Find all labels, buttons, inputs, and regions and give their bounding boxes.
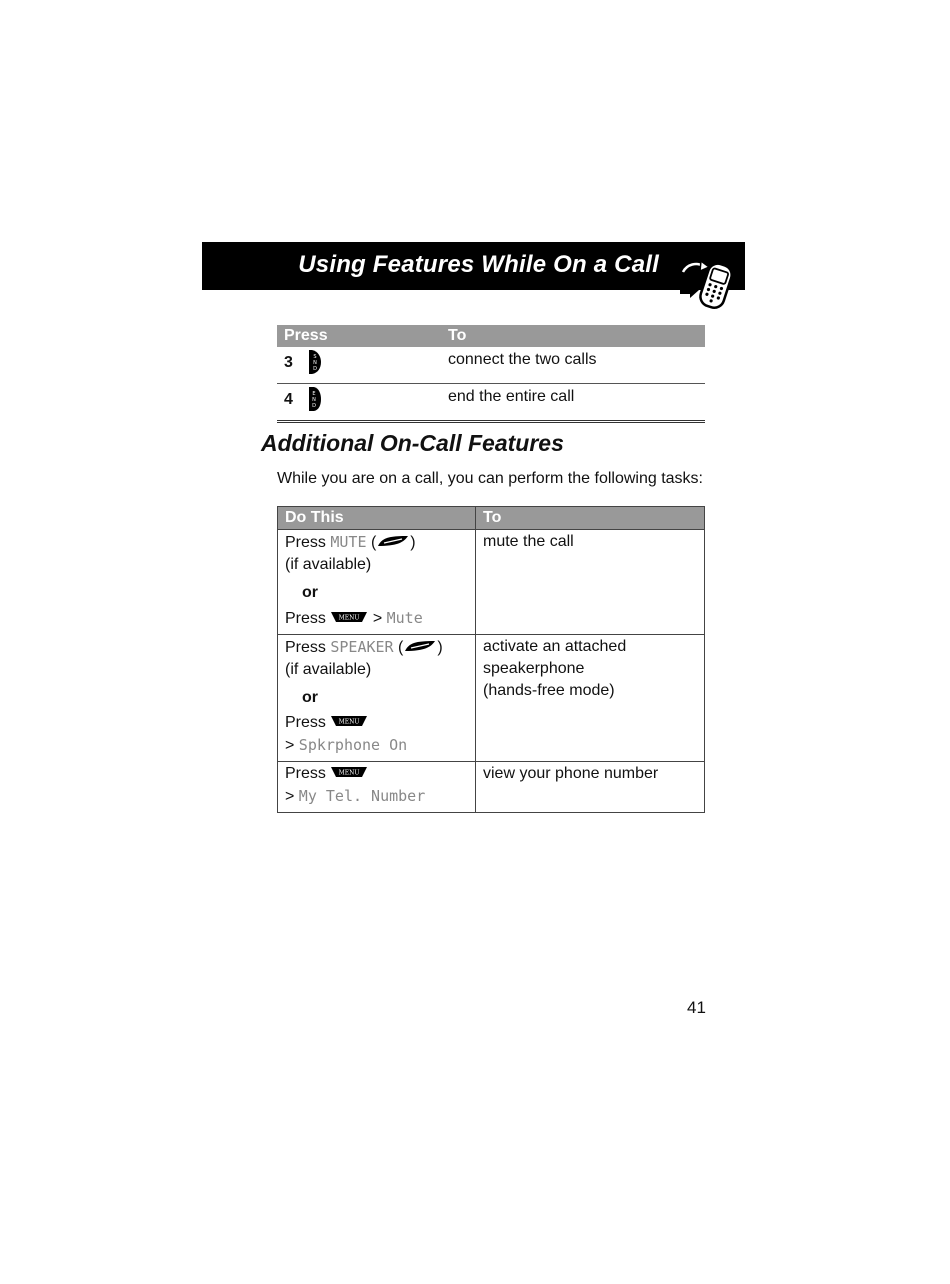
- svg-text:S: S: [313, 354, 318, 360]
- section-title: Additional On-Call Features: [261, 430, 564, 456]
- svg-text:MENU: MENU: [338, 769, 360, 777]
- section-intro: While you are on a call, you can perform the following tasks:: [277, 470, 703, 487]
- svg-text:MENU: MENU: [338, 718, 360, 726]
- do-this-cell: [278, 530, 476, 635]
- svg-text:N: N: [312, 397, 317, 403]
- instruction-line: Press MENU > Mute: [285, 609, 423, 627]
- menu-key-icon: [330, 766, 368, 778]
- availability-note: (if available): [285, 556, 372, 573]
- page-number: 41: [687, 998, 706, 1017]
- do-this-cell: [278, 762, 476, 813]
- svg-text:N: N: [313, 360, 318, 366]
- press-table: [277, 325, 705, 423]
- press-table-header: [277, 325, 705, 347]
- do-this-column-header: Do This: [278, 507, 476, 530]
- or-separator: or: [302, 689, 318, 706]
- end-key-icon: [308, 386, 322, 412]
- press-column-header: Press: [277, 325, 441, 347]
- instruction-line: > Spkrphone On: [285, 736, 408, 754]
- on-call-features-table: [277, 506, 705, 813]
- action-cell: connect the two calls: [448, 351, 597, 368]
- soft-key-label: SPEAKER: [330, 638, 394, 656]
- menu-key-icon: [330, 715, 368, 727]
- to-column-header: To: [441, 325, 705, 347]
- menu-item-label: My Tel. Number: [298, 787, 426, 805]
- table-row: [278, 635, 705, 762]
- result-cell: view your phone number: [476, 762, 705, 813]
- menu-key-icon: [330, 611, 368, 623]
- instruction-line: Press MENU: [285, 763, 468, 785]
- table-row: [277, 384, 705, 422]
- availability-note: (if available): [285, 661, 372, 678]
- instruction-line: Press MUTE ( ): [285, 533, 416, 551]
- chapter-banner: [202, 242, 745, 290]
- soft-key-icon: [376, 534, 410, 548]
- press-cell: [277, 347, 441, 384]
- instruction-line: Press SPEAKER ( ): [285, 638, 443, 656]
- do-table-header: [278, 507, 705, 530]
- press-cell: [277, 384, 441, 422]
- do-this-cell: [278, 635, 476, 762]
- svg-text:MENU: MENU: [338, 614, 360, 622]
- to-column-header: To: [476, 507, 705, 530]
- result-cell: activate an attached speakerphone (hands-free mode): [476, 635, 705, 762]
- menu-item-label: Spkrphone On: [298, 736, 408, 754]
- step-number: 4: [284, 391, 293, 409]
- chapter-title: Using Features While On a Call: [298, 251, 659, 278]
- soft-key-icon: [403, 639, 437, 653]
- menu-item-label: Mute: [386, 609, 423, 627]
- table-row: [277, 347, 705, 384]
- soft-key-label: MUTE: [330, 533, 367, 551]
- send-key-icon: [308, 349, 322, 375]
- step-number: 3: [284, 354, 293, 372]
- svg-text:D: D: [313, 366, 318, 372]
- svg-text:D: D: [312, 403, 317, 409]
- or-separator: or: [302, 584, 318, 601]
- result-cell: mute the call: [476, 530, 705, 635]
- instruction-line: > My Tel. Number: [285, 787, 426, 805]
- instruction-line: Press MENU: [285, 712, 468, 734]
- svg-text:E: E: [312, 391, 317, 397]
- phone-call-icon: [677, 258, 735, 312]
- table-row: [278, 530, 705, 635]
- action-cell: end the entire call: [441, 384, 705, 422]
- table-row: [278, 762, 705, 813]
